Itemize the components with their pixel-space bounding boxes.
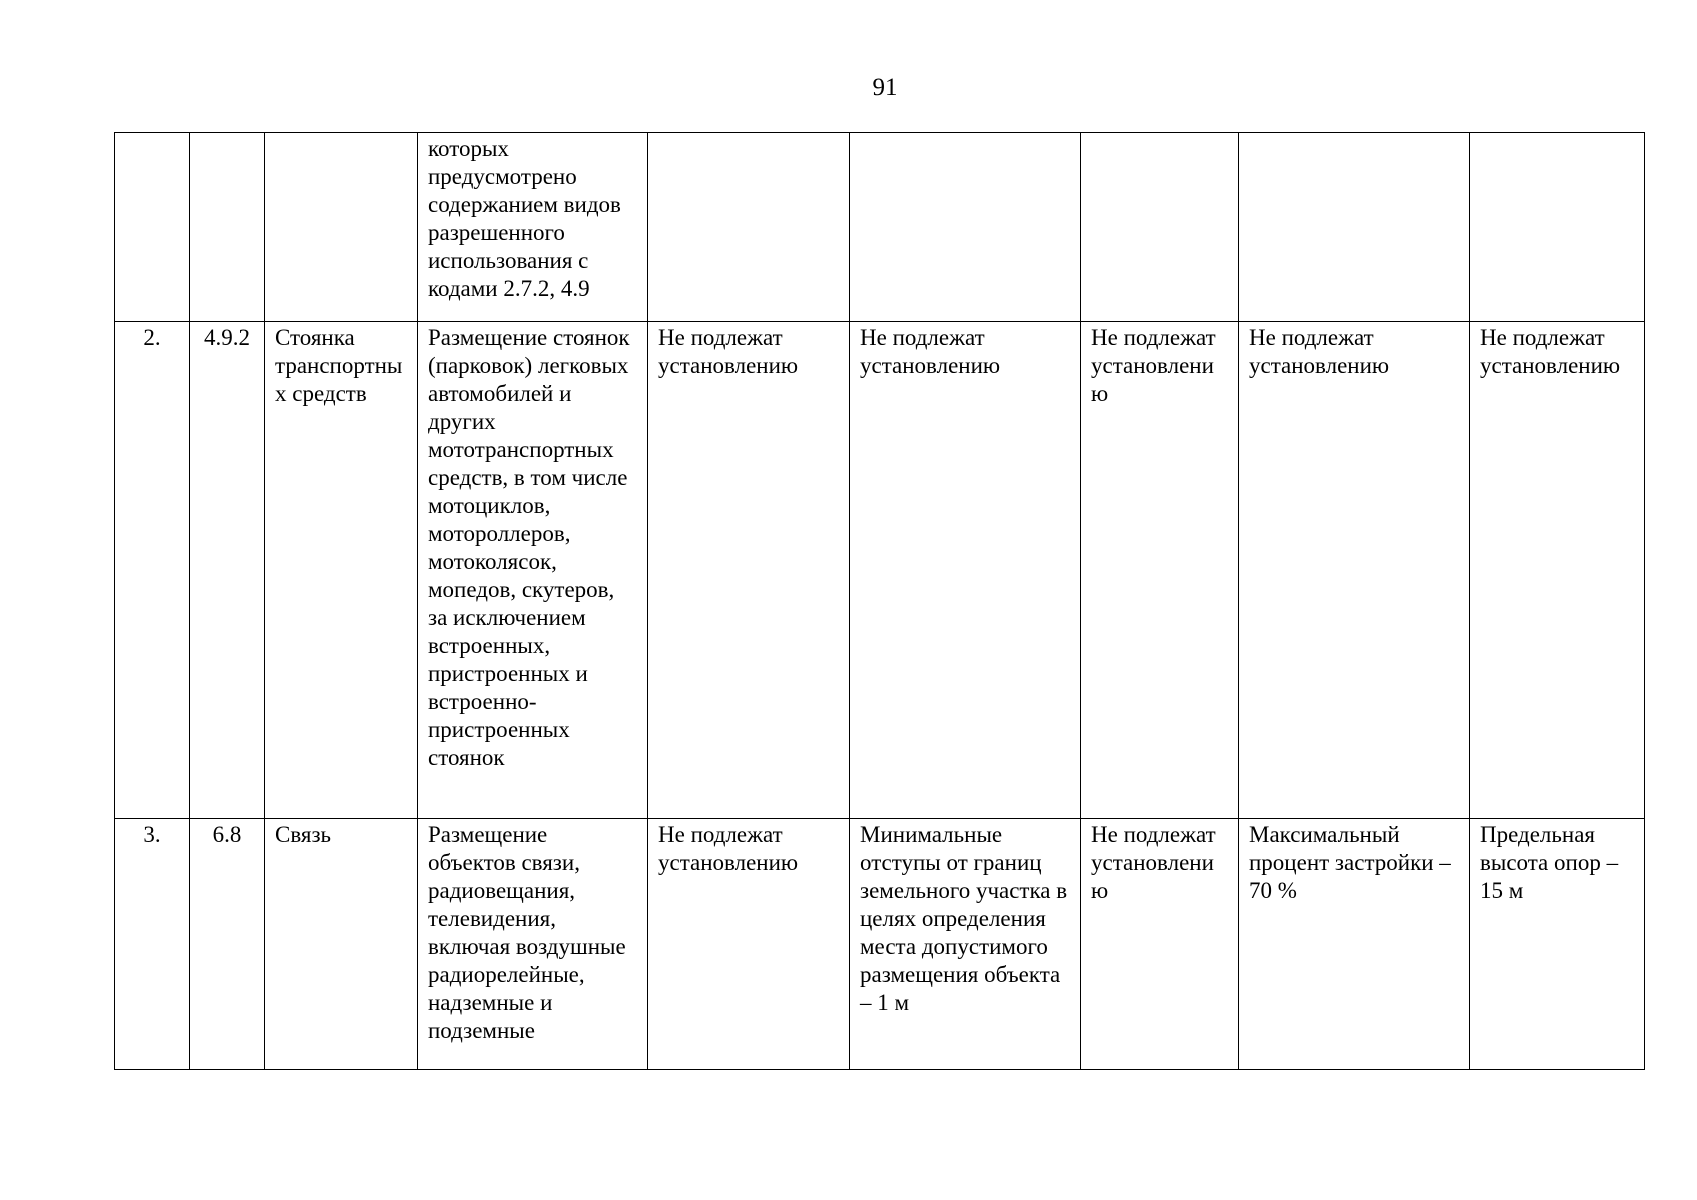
parameter-cell xyxy=(1081,133,1239,322)
parameter-cell: Не подлежат установлению xyxy=(1239,322,1470,819)
row-number-cell xyxy=(115,133,190,322)
table-row xyxy=(115,133,1645,322)
row-number-cell: 3. xyxy=(115,819,190,1070)
parameter-cell xyxy=(648,133,850,322)
use-description-cell: Размещение стоянок (парковок) легковых автомобилей и других мототранспортных средств, в том числе мотоциклов, мотороллеров, мотоколясок, мопедов, скутеров, за исключением встроенных, пристроенных и встроенно-пристроенных стоянок xyxy=(418,322,648,819)
parameter-cell xyxy=(1470,133,1645,322)
use-code-cell xyxy=(190,133,265,322)
table-row xyxy=(115,322,1645,819)
parameter-cell xyxy=(1239,133,1470,322)
use-description-cell: которых предусмотрено содержанием видов разрешенного использования с кодами 2.7.2, 4.9 xyxy=(418,133,648,322)
use-code-cell: 6.8 xyxy=(190,819,265,1070)
parameter-cell xyxy=(850,133,1081,322)
use-description-cell: Размещение объектов связи, радиовещания, телевидения, включая воздушные радиорелейные, надземные и подземные xyxy=(418,819,648,1070)
row-number-cell: 2. xyxy=(115,322,190,819)
use-code-cell: 4.9.2 xyxy=(190,322,265,819)
parameter-cell: Не подлежат установлению xyxy=(648,819,850,1070)
use-name-cell: Стоянка транспортных средств xyxy=(265,322,418,819)
parameter-cell: Предельная высота опор – 15 м xyxy=(1470,819,1645,1070)
regulations-table xyxy=(114,132,1645,1070)
parameter-cell: Не подлежат установлению xyxy=(1470,322,1645,819)
parameter-cell: Не подлежат установлению xyxy=(648,322,850,819)
use-name-cell: Связь xyxy=(265,819,418,1070)
parameter-cell: Не подлежат установлению xyxy=(1081,819,1239,1070)
use-name-cell xyxy=(265,133,418,322)
parameter-cell: Не подлежат установлению xyxy=(1081,322,1239,819)
parameter-cell: Максимальный процент застройки – 70 % xyxy=(1239,819,1470,1070)
page-number: 91 xyxy=(872,74,898,101)
parameter-cell: Минимальные отступы от границ земельного участка в целях определения места допустимого размещения объекта – 1 м xyxy=(850,819,1081,1070)
parameter-cell: Не подлежат установлению xyxy=(850,322,1081,819)
table-row xyxy=(115,819,1645,1070)
